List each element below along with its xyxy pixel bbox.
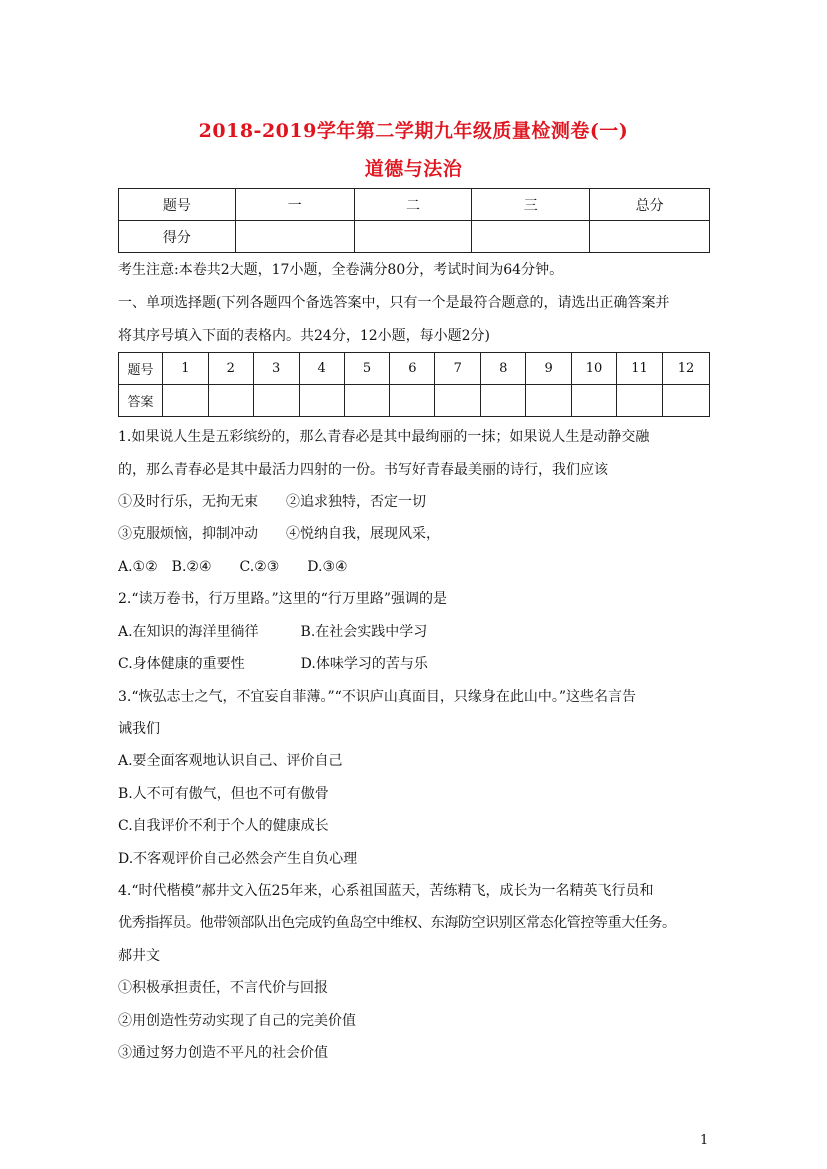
score-table bbox=[118, 188, 710, 253]
table-cell: 答案 bbox=[119, 385, 163, 417]
question-line: ②用创造性劳动实现了自己的完美价值 bbox=[118, 1013, 356, 1029]
table-cell: 题号 bbox=[119, 353, 163, 385]
table-cell: 4 bbox=[299, 353, 344, 385]
table-row bbox=[119, 353, 710, 385]
table-cell: 9 bbox=[526, 353, 572, 385]
table-cell: 二 bbox=[354, 189, 472, 221]
question-line: 郝井文 bbox=[118, 948, 160, 964]
answer-input-cell[interactable] bbox=[662, 385, 709, 417]
table-cell: 11 bbox=[617, 353, 663, 385]
section-heading: 一、单项选择题(下列各题四个备选答案中，只有一个是最符合题意的，请选出正确答案并 bbox=[118, 295, 670, 311]
question-line: D.不客观评价自己必然会产生自负心理 bbox=[118, 851, 358, 867]
table-cell: 6 bbox=[390, 353, 435, 385]
question-line: A.①② B.②④ C.②③ D.③④ bbox=[118, 559, 348, 575]
exam-title: 2018-2019学年第二学期九年级质量检测卷(一) bbox=[198, 120, 629, 142]
question-line: C.自我评价不利于个人的健康成长 bbox=[118, 818, 329, 834]
table-cell: 得分 bbox=[119, 221, 236, 253]
section-heading: 将其序号填入下面的表格内。共24分，12小题，每小题2分) bbox=[118, 328, 490, 344]
question-line: ①积极承担责任，不言代价与回报 bbox=[118, 980, 328, 996]
table-cell: 三 bbox=[472, 189, 590, 221]
table-cell: 2 bbox=[208, 353, 253, 385]
table-row bbox=[119, 189, 710, 221]
question-line: 的，那么青春必是其中最活力四射的一份。书写好青春最美丽的诗行，我们应该 bbox=[118, 462, 608, 478]
question-line: A.要全面客观地认识自己、评价自己 bbox=[118, 753, 343, 769]
question-line: B.人不可有傲气，但也不可有傲骨 bbox=[118, 786, 329, 802]
table-cell: 7 bbox=[435, 353, 481, 385]
question-line: ③通过努力创造不平凡的社会价值 bbox=[118, 1045, 328, 1061]
page-number: 1 bbox=[700, 1133, 709, 1148]
answer-input-cell[interactable] bbox=[162, 385, 208, 417]
question-line: C.身体健康的重要性 D.体味学习的苦与乐 bbox=[118, 656, 428, 672]
table-cell: 12 bbox=[662, 353, 709, 385]
answer-input-cell[interactable] bbox=[299, 385, 344, 417]
table-cell: 总分 bbox=[590, 189, 710, 221]
answer-input-cell[interactable] bbox=[481, 385, 526, 417]
score-input-cell[interactable] bbox=[235, 221, 354, 253]
score-input-cell[interactable] bbox=[472, 221, 590, 253]
table-cell: 题号 bbox=[119, 189, 236, 221]
table-row bbox=[119, 221, 710, 253]
answer-input-cell[interactable] bbox=[344, 385, 390, 417]
answer-input-cell[interactable] bbox=[435, 385, 481, 417]
answer-input-cell[interactable] bbox=[390, 385, 435, 417]
table-row bbox=[119, 385, 710, 417]
question-line: 3.“恢弘志士之气，不宜妄自菲薄。”“不识庐山真面目，只缘身在此山中。”这些名言告 bbox=[118, 689, 636, 705]
answer-input-cell[interactable] bbox=[572, 385, 617, 417]
question-line: A.在知识的海洋里徜徉 B.在社会实践中学习 bbox=[118, 624, 428, 640]
answer-table bbox=[118, 352, 710, 417]
question-line: ①及时行乐，无拘无束 ②追求独特，否定一切 bbox=[118, 494, 426, 510]
exam-notice: 考生注意:本卷共2大题，17小题，全卷满分80分，考试时间为64分钟。 bbox=[118, 262, 564, 278]
answer-input-cell[interactable] bbox=[253, 385, 299, 417]
subject-title: 道德与法治 bbox=[364, 158, 463, 180]
answer-input-cell[interactable] bbox=[208, 385, 253, 417]
question-line: 优秀指挥员。他带领部队出色完成钓鱼岛空中维权、东海防空识别区常态化管控等重大任务。 bbox=[118, 915, 676, 931]
table-cell: 8 bbox=[481, 353, 526, 385]
question-line: 1.如果说人生是五彩缤纷的，那么青春必是其中最绚丽的一抹；如果说人生是动静交融 bbox=[118, 429, 650, 445]
question-line: 4.“时代楷模”郝井文入伍25年来，心系祖国蓝天，苦练精飞，成长为一名精英飞行员和 bbox=[118, 883, 654, 899]
score-input-cell[interactable] bbox=[590, 221, 710, 253]
table-cell: 3 bbox=[253, 353, 299, 385]
answer-input-cell[interactable] bbox=[617, 385, 663, 417]
table-cell: 一 bbox=[235, 189, 354, 221]
question-line: ③克服烦恼，抑制冲动 ④悦纳自我，展现风采， bbox=[118, 526, 440, 542]
table-cell: 1 bbox=[162, 353, 208, 385]
score-input-cell[interactable] bbox=[354, 221, 472, 253]
answer-input-cell[interactable] bbox=[526, 385, 572, 417]
question-line: 诫我们 bbox=[118, 721, 160, 737]
question-line: 2.“读万卷书，行万里路。”这里的“行万里路”强调的是 bbox=[118, 591, 447, 607]
table-cell: 5 bbox=[344, 353, 390, 385]
table-cell: 10 bbox=[572, 353, 617, 385]
